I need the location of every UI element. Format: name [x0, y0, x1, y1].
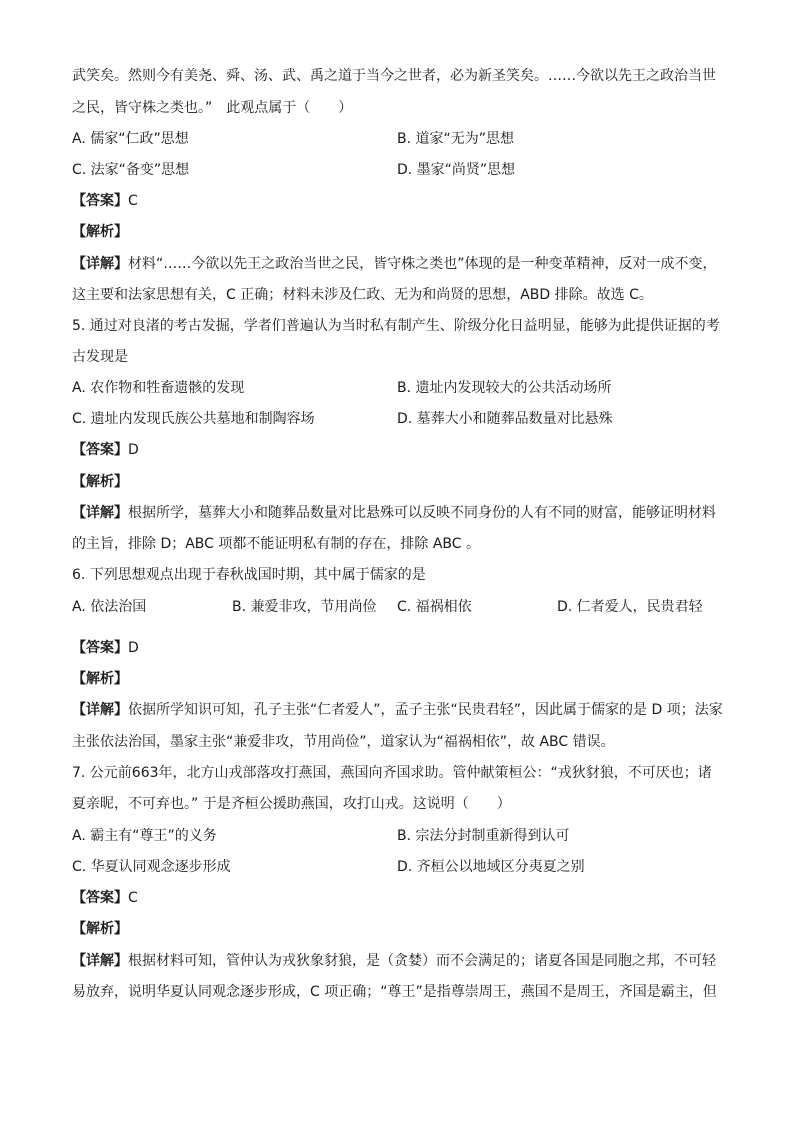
option-d: D. 墨家“尚贤”思想: [397, 162, 516, 178]
answer-line: [72, 440, 139, 460]
question-stem: 夏亲昵，不可弃也。” 于是齐桓公援助燕国，攻打山戎。这说明（ ）: [72, 796, 511, 812]
detail-line: [72, 254, 717, 274]
detail-line: 主张依法治国，墨家主张“兼爱非攻，节用尚俭”，道家认为“福祸相依”，故 ABC 错误。: [72, 734, 615, 750]
answer-value: D: [128, 442, 139, 458]
detail-label: 【详解】: [72, 702, 128, 718]
option-b: B. 道家“无为”思想: [397, 131, 515, 147]
option-a: A. 农作物和牲畜遗骸的发现: [72, 380, 245, 396]
option-c: C. 华夏认同观念逐步形成: [72, 859, 231, 875]
option-b: B. 宗法分封制重新得到认可: [397, 828, 570, 844]
option-a: A. 依法治国: [72, 599, 147, 615]
text-line: 之民，皆守株之类也。” 此观点属于（ ）: [72, 100, 353, 116]
option-b: B. 兼爱非攻，节用尚俭: [232, 599, 377, 615]
answer-line: [72, 638, 139, 658]
detail-text: 根据所学，墓葬大小和随葬品数量对比悬殊可以反映不同身份的人有不同的财富，能够证明材料: [128, 505, 716, 521]
option-c: C. 福祸相依: [397, 599, 472, 615]
text-line: 武笑矣。然则今有美尧、舜、汤、武、禹之道于当今之世者，必为新圣笑矣。……今欲以先王之政治当世: [72, 68, 716, 84]
detail-label: 【详解】: [72, 256, 128, 272]
answer-label: 【答案】: [72, 193, 128, 209]
detail-label: 【详解】: [72, 505, 128, 521]
detail-text: 依据所学知识可知，孔子主张“仁者爱人”，孟子主张“民贵君轻”，因此属于儒家的是 D 项；法家: [128, 702, 723, 718]
option-d: D. 仁者爱人，民贵君轻: [557, 599, 703, 615]
option-d: D. 齐桓公以地域区分夷夏之别: [397, 859, 585, 875]
question-stem: 7. 公元前663年，北方山戎部落攻打燕国，燕国向齐国求助。管仲献策桓公：“戎狄豺狼，不可厌也；诸: [72, 765, 712, 781]
answer-label: 【答案】: [72, 890, 128, 906]
answer-line: [72, 191, 138, 211]
detail-line: 这主要和法家思想有关，C 正确；材料未涉及仁政、无为和尚贤的思想，ABD 排除。故选 C。: [72, 287, 653, 303]
analysis-label: 【解析】: [72, 671, 128, 687]
detail-line: [72, 700, 723, 720]
detail-line: 易放弃，说明华夏认同观念逐步形成，C 项正确；“尊王”是指尊崇周王，燕国不是周王，齐国是霸主，但: [72, 984, 717, 1000]
answer-value: D: [128, 640, 139, 656]
question-stem: 6. 下列思想观点出现于春秋战国时期，其中属于儒家的是: [72, 567, 426, 583]
detail-text: 材料“……今欲以先王之政治当世之民，皆守株之类也”体现的是一种变革精神，反对一成不变，: [128, 256, 717, 272]
answer-label: 【答案】: [72, 640, 128, 656]
question-stem: 5. 通过对良渚的考古发掘，学者们普遍认为当时私有制产生、阶级分化日益明显，能够为此提供证据的考: [72, 318, 720, 334]
detail-label: 【详解】: [72, 953, 128, 969]
option-c: C. 遗址内发现氏族公共墓地和制陶容场: [72, 411, 315, 427]
option-b: B. 遗址内发现较大的公共活动场所: [397, 380, 612, 396]
answer-value: C: [128, 193, 138, 209]
detail-line: [72, 503, 716, 523]
answer-label: 【答案】: [72, 442, 128, 458]
option-c: C. 法家“备变”思想: [72, 162, 190, 178]
detail-line: 的主旨，排除 D；ABC 项都不能证明私有制的存在，排除 ABC 。: [72, 536, 481, 552]
option-d: D. 墓葬大小和随葬品数量对比悬殊: [397, 411, 613, 427]
analysis-label: 【解析】: [72, 921, 128, 937]
detail-text: 根据材料可知，管仲认为戎狄象豺狼，是（贪婪）而不会满足的；诸夏各国是同胞之邦，不可轻: [128, 953, 716, 969]
option-a: A. 霸主有“尊王”的义务: [72, 828, 217, 844]
answer-line: [72, 888, 138, 908]
option-a: A. 儒家“仁政”思想: [72, 131, 189, 147]
answer-value: C: [128, 890, 138, 906]
detail-line: [72, 951, 716, 971]
analysis-label: 【解析】: [72, 224, 128, 240]
question-stem: 古发现是: [72, 349, 128, 365]
analysis-label: 【解析】: [72, 474, 128, 490]
